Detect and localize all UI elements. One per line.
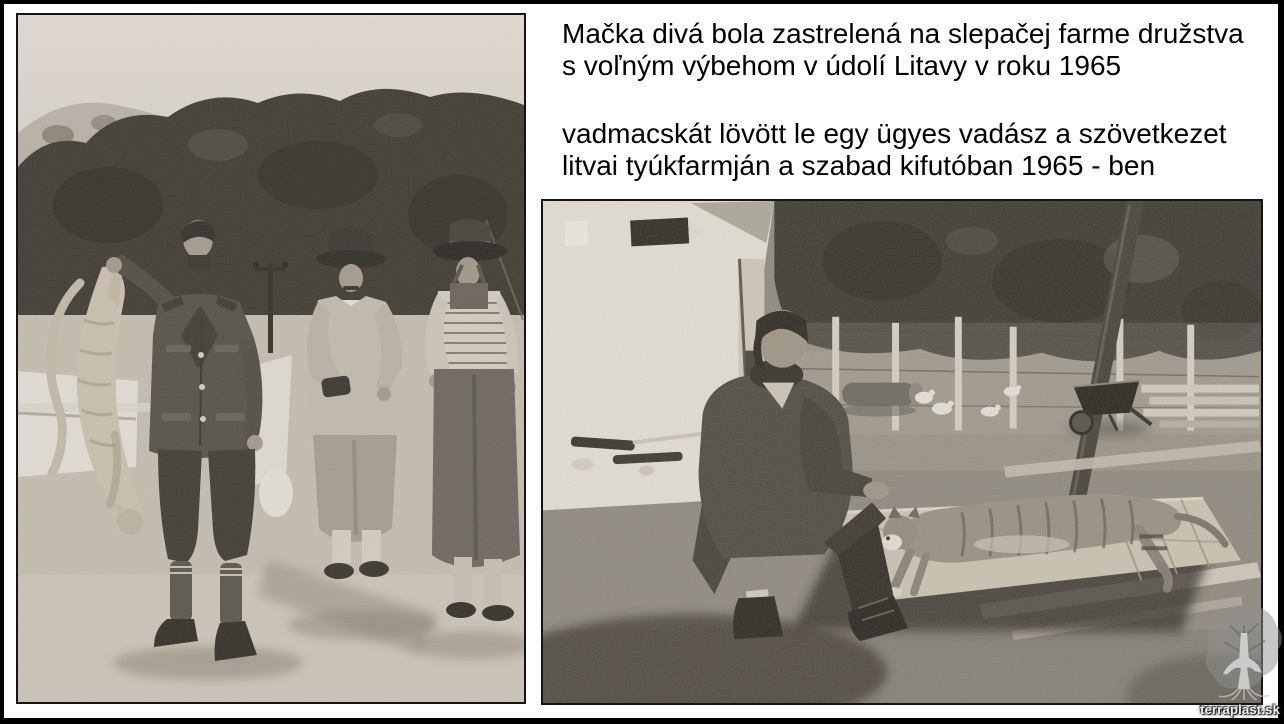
right-photo <box>541 199 1263 705</box>
left-photo-scene <box>18 15 524 702</box>
caption-slovak-line2: s voľným výbehom v údolí Litavy v roku 1965 <box>562 50 1122 81</box>
caption-slovak <box>562 18 1278 82</box>
caption-slovak-line1: Mačka divá bola zastrelená na slepačej farme družstva <box>562 18 1244 49</box>
caption-hungarian <box>562 118 1278 182</box>
caption-block <box>562 18 1278 182</box>
watermark-text: terraplast.sk <box>1200 702 1280 717</box>
caption-hungarian-line2: litvai tyúkfarmján a szabad kifutóban 1965 - ben <box>562 150 1156 181</box>
caption-hungarian-line1: vadmacskát lövött le egy ügyes vadász a szövetkezet <box>562 118 1227 149</box>
left-photo <box>16 13 526 704</box>
right-photo-scene <box>543 201 1261 703</box>
